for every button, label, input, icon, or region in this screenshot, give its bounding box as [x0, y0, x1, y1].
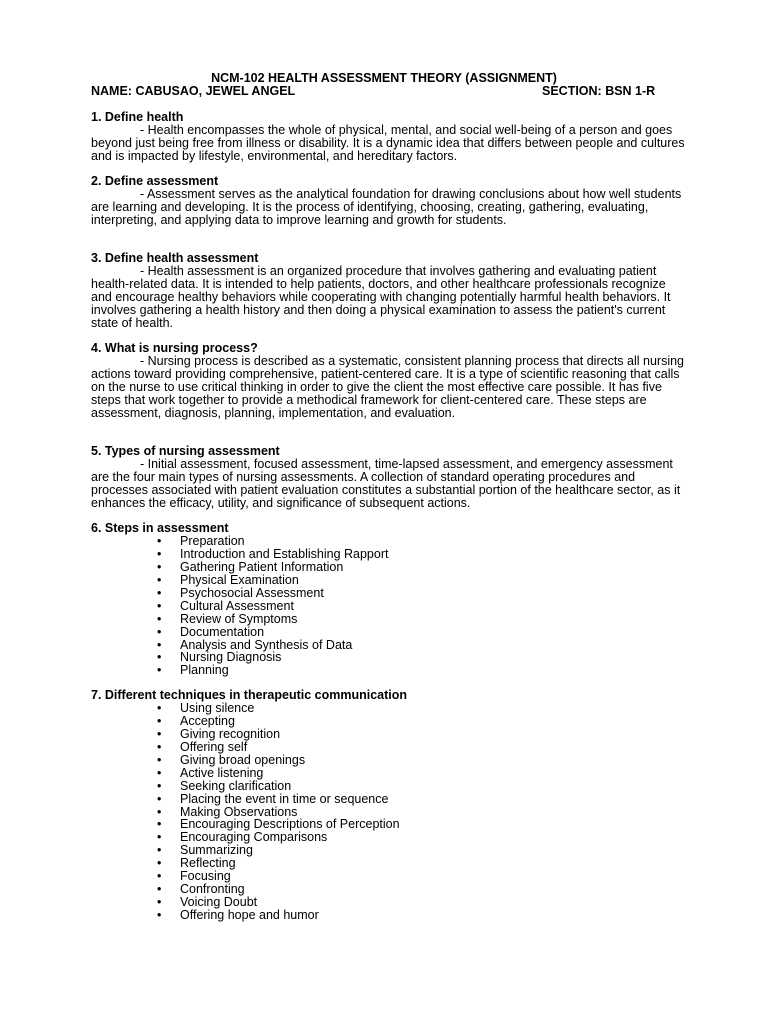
question-3	[91, 252, 687, 330]
list-item: • Encouraging Descriptions of Perception	[91, 818, 687, 831]
question-heading: 6. Steps in assessment	[91, 521, 229, 535]
student-section: SECTION: BSN 1-R	[542, 84, 656, 98]
question-heading: 7. Different techniques in therapeutic communication	[91, 688, 408, 702]
question-5	[91, 445, 687, 510]
list-item: • Analysis and Synthesis of Data	[91, 639, 687, 652]
question-1	[91, 111, 687, 163]
list-item: • Voicing Doubt	[91, 896, 687, 909]
list-item: • Using silence	[91, 702, 687, 715]
list-item: • Nursing Diagnosis	[91, 651, 687, 664]
list-item: • Confronting	[91, 883, 687, 896]
list-item: • Preparation	[91, 535, 687, 548]
list-item: • Placing the event in time or sequence	[91, 793, 687, 806]
list-item: • Giving broad openings	[91, 754, 687, 767]
question-7	[91, 689, 687, 922]
list-item: • Offering self	[91, 741, 687, 754]
question-6	[91, 522, 687, 677]
list-item: • Accepting	[91, 715, 687, 728]
list-item: • Giving recognition	[91, 728, 687, 741]
question-answer: - Assessment serves as the analytical foundation for drawing conclusions about how well students are learning and developing. It is the process of identifying, choosing, creating, gathering, evaluating, interpreting, and applying data to improve learning and growth for students.	[91, 187, 682, 227]
question-answer: - Nursing process is described as a systematic, consistent planning process that directs all nursing actions toward providing comprehensive, patient-centered care. It is a type of scientific reasoning that calls on the nurse to use critical thinking in order to give the client the most effective care possible. It has five steps that work together to provide a methodical framework for client-centered care. These steps are assessment, diagnosis, planning, implementation, and evaluation.	[91, 354, 685, 420]
question-heading: 5. Types of nursing assessment	[91, 444, 280, 458]
list-item: • Focusing	[91, 870, 687, 883]
student-name: NAME: CABUSAO, JEWEL ANGEL	[91, 84, 296, 98]
question-heading: 4. What is nursing process?	[91, 341, 258, 355]
question-heading: 2. Define assessment	[91, 174, 219, 188]
document-title: NCM-102 HEALTH ASSESSMENT THEORY (ASSIGNMENT)	[211, 71, 557, 85]
list-item: • Cultural Assessment	[91, 600, 687, 613]
list-item: • Physical Examination	[91, 574, 687, 587]
question-answer: - Health assessment is an organized procedure that involves gathering and evaluating patient health-related data. It is intended to help patients, doctors, and other healthcare professionals recognize and encourage healthy behaviors while cooperating with changing potentially harmful health behaviors. It involves gathering a health history and then doing a physical examination to assess the patient's current state of health.	[91, 264, 671, 330]
list-item: • Encouraging Comparisons	[91, 831, 687, 844]
list-item: • Reflecting	[91, 857, 687, 870]
question-4	[91, 342, 687, 420]
list-item: • Seeking clarification	[91, 780, 687, 793]
list-item: • Review of Symptoms	[91, 613, 687, 626]
list-item: • Active listening	[91, 767, 687, 780]
list-item: • Planning	[91, 664, 687, 677]
list-item: • Summarizing	[91, 844, 687, 857]
student-info-row	[91, 84, 667, 98]
list-item: • Making Observations	[91, 806, 687, 819]
list-item: • Gathering Patient Information	[91, 561, 687, 574]
question-heading: 3. Define health assessment	[91, 251, 259, 265]
list-item: • Offering hope and humor	[91, 909, 687, 922]
list-item: • Documentation	[91, 626, 687, 639]
techniques-list	[91, 702, 687, 922]
question-heading: 1. Define health	[91, 110, 184, 124]
question-2	[91, 175, 687, 227]
list-item: • Introduction and Establishing Rapport	[91, 548, 687, 561]
question-answer: - Initial assessment, focused assessment, time-lapsed assessment, and emergency assessment are the four main types of nursing assessments. A collection of standard operating procedures and processes associated with patient evaluation constitutes a substantial portion of the healthcare sector, as it enhances the efficacy, utility, and significance of subsequent actions.	[91, 457, 681, 510]
question-answer: - Health encompasses the whole of physical, mental, and social well-being of a person and goes beyond just being free from illness or disability. It is a dynamic idea that differs between people and cultures and is impacted by lifestyle, environmental, and hereditary factors.	[91, 123, 685, 163]
steps-list	[91, 535, 687, 677]
list-item: • Psychosocial Assessment	[91, 587, 687, 600]
